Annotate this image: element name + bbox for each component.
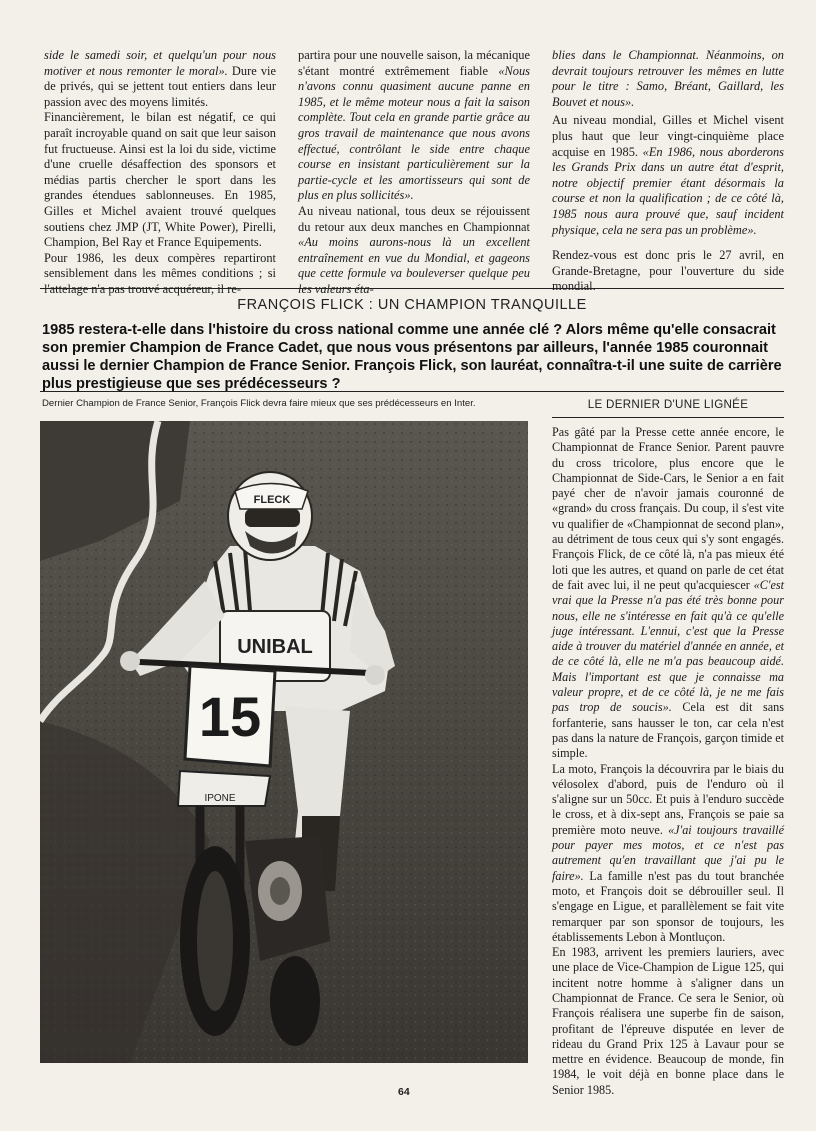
number-plate-text: 15 bbox=[198, 685, 262, 748]
body-text: La moto, François la découvrira par le biais du vélosolex d'abord, puis de l'enduro où il s'aligne sur un 50cc. Et puis à l'enduro succède le cross, et à dix-sept ans, François se paie sa première moto neuve. bbox=[552, 761, 784, 837]
article-lead: 1985 restera-t-elle dans l'histoire du cross national comme une année clé ? Alors même qu'elle consacrait son premier Champion de France Cadet, que nous vous présentons par ailleurs, l'année 1985 couronnait aussi le dernier Champion de France Senior. François Flick, son lauréat, connaîtra-t-il une suite de carrière plus prestigieuse que ses prédécesseurs ? bbox=[42, 322, 782, 392]
quote-text: side le samedi soir, et quelqu'un pour nous motiver et nous remonter le moral». bbox=[44, 48, 276, 78]
bib-text: UNIBAL bbox=[237, 636, 313, 658]
quote-paragraph: blies dans le Championnat. Néanmoins, on devrait toujours retrouver les mêmes en lutte pour le titre : Samo, Bréant, Gaillard, les Bouvet et nous». bbox=[552, 48, 784, 109]
quote-text: «C'est vrai que la Presse n'a pas été très bonne pour nous, elle ne s'intéresse en fait qu'à ce qu'elle juge intéressant. L'ennui, c'est que la Presse aide à trouver du matériel d'année en année, et de ce côté là, elle ne m'a pas beaucoup aidé. Mais l'important est que je connaisse ma valeur propre, et de ce côté là, je ne me fais pas trop de soucis». bbox=[552, 577, 784, 715]
previous-article-column-2 bbox=[298, 48, 530, 298]
helmet-text: FLECK bbox=[253, 494, 291, 506]
quote-text: «Au moins aurons-nous là un excellent entraînement en vue du Mondial, et gageons que cette formule va bouleverser quelque peu les valeurs éta- bbox=[298, 235, 530, 296]
body-paragraph: Rendez-vous est donc pris le 27 avril, en Grande-Bretagne, pour l'ouverture du side mondial. bbox=[552, 248, 784, 294]
body-text: Cela est dit sans forfanterie, sans hausser le ton, car cela n'est pas dans la nature de François, garçon timide et simple. bbox=[552, 700, 784, 761]
quote-text: «En 1986, nous aborderons les Grands Prix dans un autre état d'esprit, notre objectif premier étant désormais la course et non la qualification ; de ce côté là, 1985 nous aura prouvé que, sauf incident physique, cela ne sera pas un problème». bbox=[552, 144, 784, 237]
body-paragraph: Pour 1986, les deux compères repartiront sensiblement dans les mêmes conditions ; si l'attelage n'a pas trouvé acquéreur, il re- bbox=[44, 250, 276, 296]
body-text: Au niveau national, tous deux se réjouissent du retour aux deux manches en Championnat bbox=[298, 203, 530, 234]
top-divider bbox=[40, 288, 784, 289]
body-paragraph: En 1983, arrivent les premiers lauriers, avec une place de Vice-Champion de Ligue 125, qui incitent notre homme à s'aligner dans un Championnat de France. Ce sera le Senior, où François réalisera une superbe fin de saison, profitant de l'épreuve disputée en lever de rideau du Grand Prix 125 à Lavaur pour se mettre en évidence. Beaucoup de monde, fin 1984, le voit déjà en bonne place dans le Senior 1985. bbox=[552, 945, 784, 1097]
section-heading-rule bbox=[552, 417, 784, 418]
body-text: Au niveau mondial, Gilles et Michel visent plus haut que leur vingt-cinquième place acquise en 1985. bbox=[552, 113, 784, 159]
previous-article-column-3 bbox=[552, 48, 784, 295]
fender-text: IPONE bbox=[204, 793, 236, 804]
motocross-rider-photo bbox=[40, 421, 528, 1063]
article-title: FRANÇOIS FLICK : UN CHAMPION TRANQUILLE bbox=[237, 297, 587, 313]
page-number: 64 bbox=[398, 1086, 410, 1098]
body-text: La famille n'est pas du tout branchée moto, et François doit se débrouiller seul. Il s'engage en Ligue, et parallèlement se fait vite remarquer par son sponsor de toujours, les établissements Lebon à Montluçon. bbox=[552, 868, 784, 944]
body-text: partira pour une nouvelle saison, la mécanique s'étant montré extrêmement fiable bbox=[298, 48, 530, 78]
photo-caption: Dernier Champion de France Senior, François Flick devra faire mieux que ses prédécesseurs en Inter. bbox=[42, 398, 476, 409]
body-text: Pas gâté par la Presse cette année encore, le Championnat de France Senior. Parent pauvre du cross tricolore, plus encore que le Championnat de Side-Cars, le Senior a en fait payé cher de n'avoir jamais couronné de «grand» du cross français. Du coup, il s'est vite vu qualifier de «Championnat de second plan», au détriment de tous ceux qui s'y sont engagés. François Flick, de ce côté là, n'a pas mieux été loti que les autres, et quand on parle de cet état de fait avec lui, il ne peut qu'acquiescer bbox=[552, 425, 784, 592]
section-heading: LE DERNIER D'UNE LIGNÉE bbox=[587, 398, 749, 411]
quote-text: «J'ai toujours travaillé pour payer mes motos, et ce n'est pas autrement qu'en travaillant que j'ai pu le faire». bbox=[552, 822, 784, 883]
quote-text: «Nous n'avons connu quasiment aucune panne en 1985, et le même moteur nous a fait la saison complète. Tout cela en grande partie grâce au gros travail de maintenance que nous avons effectué, contrôlant le side entre chaque course en insistant particulièrement sur la partie-cycle et les amortisseurs qui sont de plus en plus sollicités». bbox=[298, 63, 530, 203]
body-text: Dure vie de privés, qui se jettent tout entiers dans leur passion avec des moyens limités. bbox=[44, 63, 276, 109]
lead-divider bbox=[40, 391, 784, 392]
body-paragraph: Financièrement, le bilan est négatif, ce qui paraît incroyable quand on sait que leur saison fut fructueuse. Ainsi est la loi du side, victime d'une cruelle désaffection des sponsors et médias partis chercher le sport dans les grandes étendues sablonneuses. En 1985, Gilles et Michel avaient trouvé quelques soutiens chez JMP (JT, White Power), Pirelli, Champion, Bel Ray et France Equipements. bbox=[44, 110, 276, 250]
previous-article-column-1 bbox=[44, 48, 276, 298]
article-body-column bbox=[552, 425, 784, 1098]
